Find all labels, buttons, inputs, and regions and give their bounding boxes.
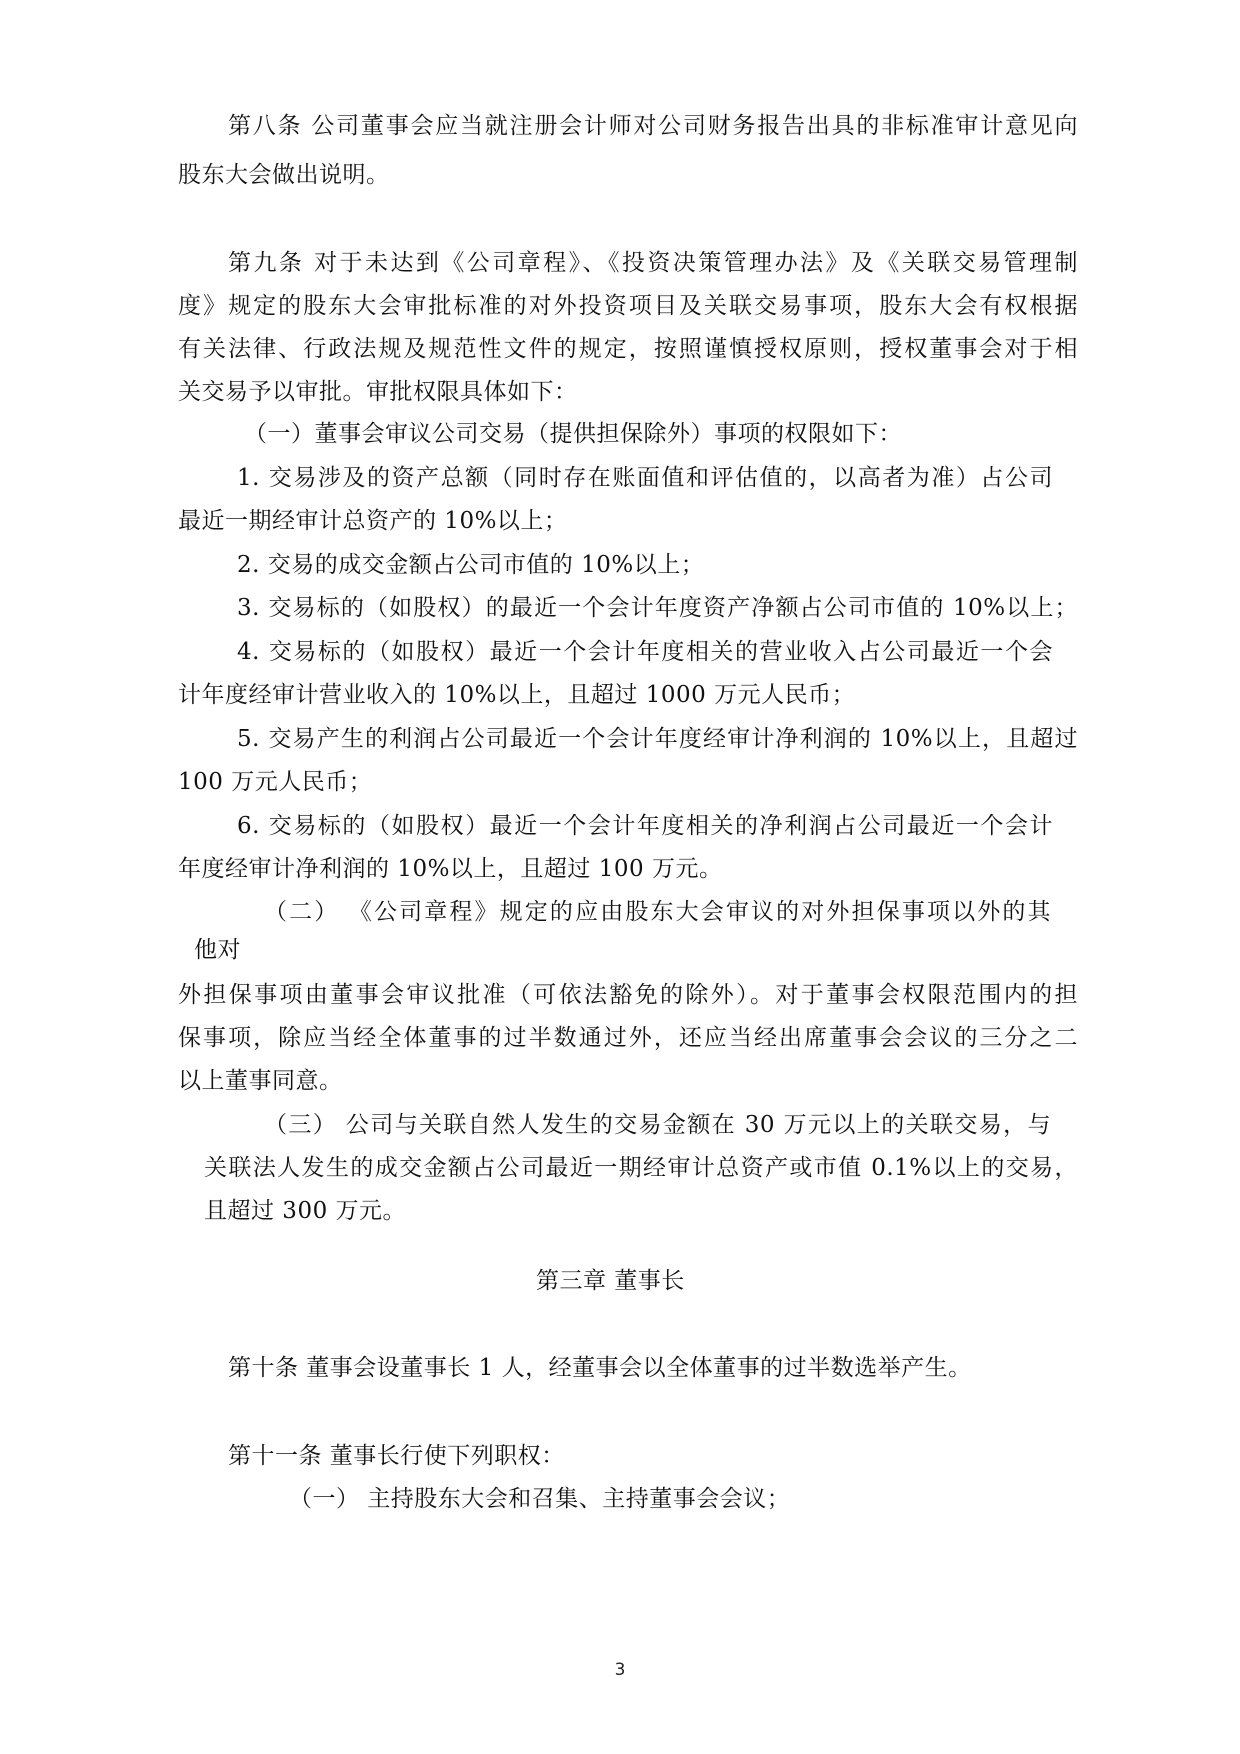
article-9-item-3-line-3: 且超过 300 万元。	[204, 1198, 407, 1224]
article-11-item-1: （一） 主持股东大会和召集、主持董事会会议；	[289, 1486, 791, 1512]
article-9-line-4: 关交易予以审批。审批权限具体如下：	[178, 379, 578, 405]
article-9-item-3-line-2: 关联法人发生的成交金额占公司最近一期经审计总资产或市值 0.1%以上的交易，	[204, 1155, 1078, 1181]
article-9-sub-1-line-1: 1. 交易涉及的资产总额（同时存在账面值和评估值的，以高者为准）占公司	[237, 465, 1053, 491]
article-9-sub-1-line-2: 最近一期经审计总资产的 10%以上；	[178, 508, 568, 534]
article-9-sub-4-line-2: 计年度经审计营业收入的 10%以上，且超过 1000 万元人民币；	[178, 682, 856, 708]
article-9-line-1: 第九条 对于未达到《公司章程》、《投资决策管理办法》及《关联交易管理制	[228, 250, 1078, 276]
article-9-item-2-line-3: 外担保事项由董事会审议批准（可依法豁免的除外）。对于董事会权限范围内的担	[178, 982, 1078, 1008]
article-10-text: 第十条 董事会设董事长 1 人，经董事会以全体董事的过半数选举产生。	[228, 1355, 972, 1381]
chapter-3-title: 第三章 董事长	[536, 1268, 685, 1294]
article-9-item-2-line-1: （二） 《公司章程》规定的应由股东大会审议的对外担保事项以外的其	[264, 899, 1051, 925]
article-8-line-1: 第八条 公司董事会应当就注册会计师对公司财务报告出具的非标准审计意见向	[228, 113, 1078, 139]
article-9-sub-3: 3. 交易标的（如股权）的最近一个会计年度资产净额占公司市值的 10%以上；	[237, 595, 1078, 621]
page-number: 3	[614, 1660, 626, 1680]
article-9-item-3-line-1: （三） 公司与关联自然人发生的交易金额在 30 万元以上的关联交易，与	[264, 1112, 1051, 1138]
article-11-heading: 第十一条 董事长行使下列职权：	[228, 1443, 565, 1469]
article-9-sub-6-line-2: 年度经审计净利润的 10%以上，且超过 100 万元。	[178, 856, 723, 882]
article-9-sub-5-line-1: 5. 交易产生的利润占公司最近一个会计年度经审计净利润的 10%以上，且超过	[237, 726, 1078, 752]
article-9-sub-6-line-1: 6. 交易标的（如股权）最近一个会计年度相关的净利润占公司最近一个会计	[237, 813, 1053, 839]
article-9-sub-4-line-1: 4. 交易标的（如股权）最近一个会计年度相关的营业收入占公司最近一个会	[237, 639, 1053, 665]
article-9-item-2-line-2: 他对	[194, 937, 241, 963]
article-8-line-2: 股东大会做出说明。	[178, 162, 390, 188]
article-9-line-3: 有关法律、行政法规及规范性文件的规定，按照谨慎授权原则，授权董事会对于相	[178, 336, 1078, 362]
article-9-item-2-line-4: 保事项，除应当经全体董事的过半数通过外，还应当经出席董事会会议的三分之二	[178, 1025, 1078, 1051]
article-9-item-1-heading: （一）董事会审议公司交易（提供担保除外）事项的权限如下：	[244, 421, 902, 447]
article-9-sub-2: 2. 交易的成交金额占公司市值的 10%以上；	[237, 552, 705, 578]
article-9-sub-5-line-2: 100 万元人民币；	[178, 769, 373, 795]
article-9-line-2: 度》规定的股东大会审批标准的对外投资项目及关联交易事项，股东大会有权根据	[178, 293, 1078, 319]
article-9-item-2-line-5: 以上董事同意。	[178, 1068, 343, 1094]
